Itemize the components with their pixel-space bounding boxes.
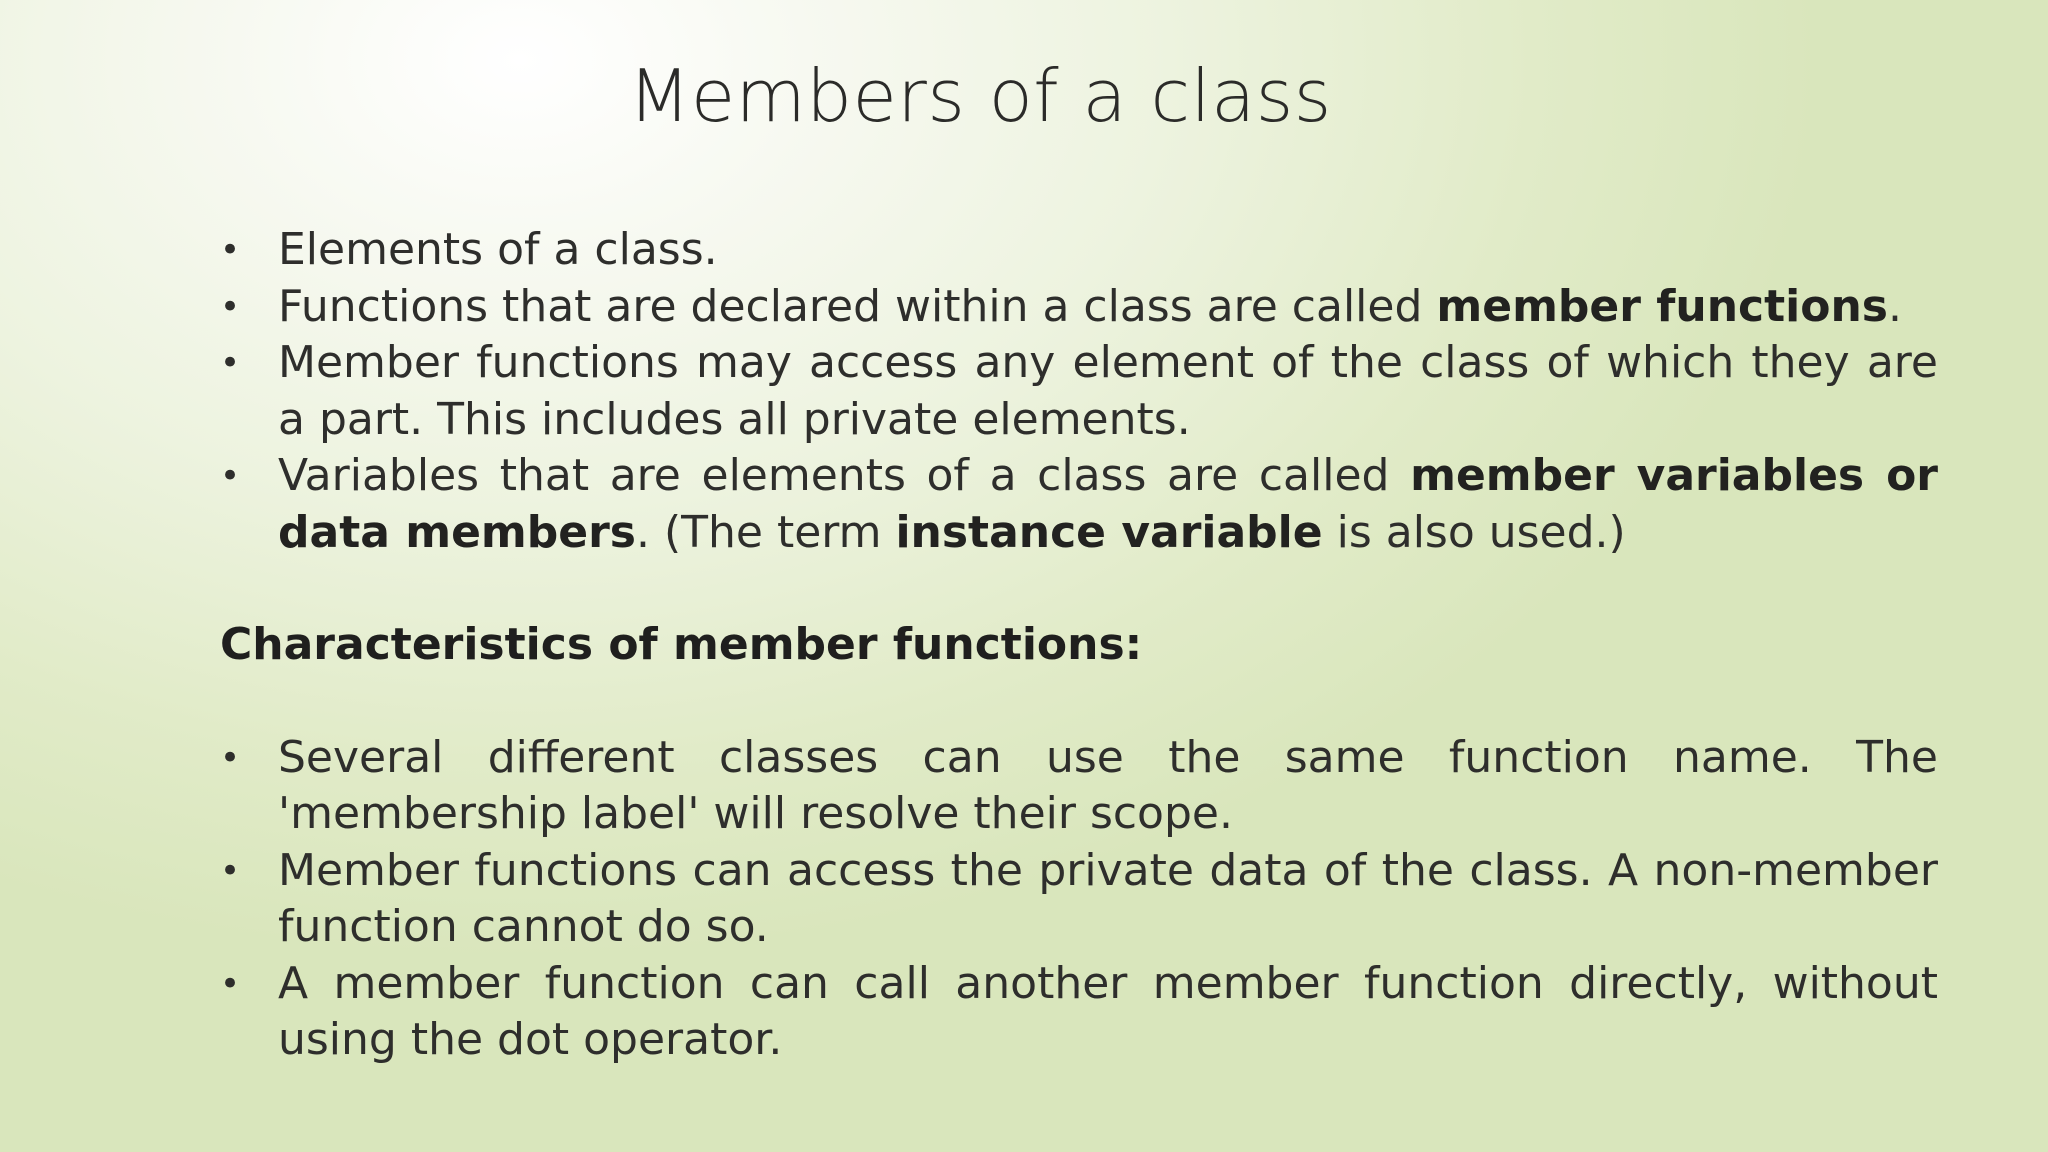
bullet-item [220, 222, 1938, 279]
bullet-item [220, 448, 1938, 561]
bullet-text: Member functions may access any element of the class of which they are a part. This includes all private elements. [278, 337, 1938, 445]
bullet-text: is also used.) [1322, 506, 1626, 558]
bullet-text: Several different classes can use the same function name. The 'membership label' will resolve their scope. [278, 731, 1938, 839]
bullet-item [220, 279, 1938, 336]
bullet-icon: • [220, 230, 241, 270]
bullet-item [220, 956, 1938, 1069]
bullet-text: . (The term [636, 506, 896, 558]
section-subheading: Characteristics of member functions: [220, 619, 1143, 670]
bullet-icon: • [220, 343, 241, 383]
bullet-list-top [220, 222, 1938, 561]
bullet-icon: • [220, 737, 241, 778]
bullet-icon: • [220, 963, 241, 1004]
bullet-list-bottom [220, 730, 1938, 1069]
slide-title: Members of a class [628, 54, 1332, 138]
bold-term: instance variable [895, 506, 1323, 558]
slide-content [220, 222, 1938, 1069]
bullet-text: Functions that are declared within a class are called [278, 280, 1437, 332]
bullet-icon: • [220, 286, 241, 327]
bullet-item [220, 335, 1938, 448]
bold-term: member variables or data members [278, 450, 1938, 558]
bold-term: member functions [1436, 280, 1888, 332]
bullet-icon: • [220, 456, 241, 496]
bullet-text: A member function can call another member function directly, without using the dot operator. [278, 957, 1938, 1065]
bullet-icon: • [220, 850, 241, 891]
bullet-text: Variables that are elements of a class are called [278, 450, 1411, 501]
bullet-text: Elements of a class. [278, 224, 718, 275]
bullet-text: Member functions can access the private data of the class. A non-member function cannot do so. [278, 844, 1938, 952]
bullet-text: . [1888, 280, 1902, 332]
bullet-item [220, 730, 1938, 843]
bullet-item [220, 843, 1938, 956]
